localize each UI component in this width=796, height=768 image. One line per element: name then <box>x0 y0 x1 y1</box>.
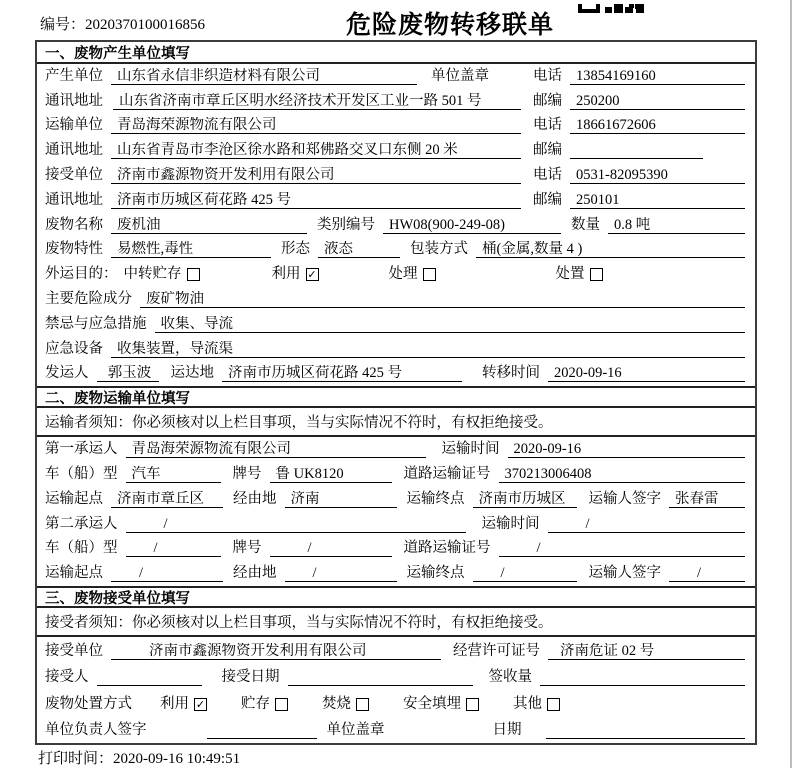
carrier-address-value: 山东省青岛市李沧区徐水路和郑佛路交叉口东侧 20 米 <box>111 142 521 159</box>
receiver-label: 接受单位 <box>45 166 103 183</box>
accept-unit-row <box>37 637 755 664</box>
carrier-zip-value <box>570 142 703 159</box>
trait-label: 废物特性 <box>45 241 103 258</box>
checkbox-treat <box>423 268 436 281</box>
vehicle-label: 车（船）型 <box>45 465 118 482</box>
origin-label: 运输起点 <box>45 490 103 507</box>
transporter-sign-label: 运输人签字 <box>588 490 661 507</box>
origin2-value: / <box>111 565 223 582</box>
hazard-row <box>37 287 755 312</box>
road-license-label: 道路运输证号 <box>403 465 491 482</box>
unit-seal-label: 单位盖章 <box>431 67 489 84</box>
disposal-row <box>37 690 755 717</box>
equipment-row <box>37 337 755 362</box>
receiver-notice: 接受者须知：你必须核对以上栏目事项，当与实际情况不符时，有权拒绝接受。 <box>37 608 755 637</box>
acceptor-label: 接受人 <box>45 669 89 686</box>
carrier1-row <box>37 437 755 462</box>
carrier-row <box>37 114 755 139</box>
transporter-sign2-value: / <box>669 565 745 582</box>
disposal-label: 废物处置方式 <box>45 695 132 712</box>
transfer-time-label: 转移时间 <box>482 365 540 382</box>
category-label: 类别编号 <box>317 216 375 233</box>
checkbox-other <box>547 698 560 711</box>
receiver-row <box>37 163 755 188</box>
purpose-row <box>37 262 755 287</box>
taboo-label: 禁忌与应急措施 <box>45 315 147 332</box>
qr-code-fragment <box>578 0 644 18</box>
producer-phone-value: 13854169160 <box>570 68 745 85</box>
sign-date-label: 日期 <box>492 722 522 739</box>
purpose-label: 外运目的： <box>45 266 118 283</box>
road-license2-value: / <box>499 540 746 557</box>
origin1-value: 济南市章丘区 <box>111 491 223 508</box>
receiver-value: 济南市鑫源物资开发利用有限公司 <box>111 167 521 184</box>
taboo-row <box>37 312 755 337</box>
head-sign-row <box>37 717 755 744</box>
section2-header: 二、废物运输单位填写 <box>37 386 755 408</box>
purpose-option-label: 利用 <box>271 266 301 283</box>
origin-label: 运输起点 <box>45 565 103 582</box>
endpoint2-value: / <box>473 565 577 582</box>
category-value: HW08(900-249-08) <box>383 217 561 234</box>
transporter-sign1-value: 张春雷 <box>669 491 745 508</box>
received-qty-value <box>540 669 745 686</box>
viewer-right-edge <box>790 0 792 768</box>
producer-address-row <box>37 89 755 114</box>
trait-value: 易燃性,毒性 <box>111 241 271 258</box>
producer-address-value: 山东省济南市章丘区明水经济技术开发区工业一路 501 号 <box>113 93 521 110</box>
transport-time-label: 运输时间 <box>481 515 540 532</box>
accept-date-label: 接受日期 <box>221 669 280 686</box>
form-label: 形态 <box>281 241 310 258</box>
section1-header: 一、废物产生单位填写 <box>37 42 755 64</box>
acceptor-row <box>37 664 755 691</box>
producer-row <box>37 64 755 89</box>
shipper-row <box>37 362 755 387</box>
via-label: 经由地 <box>233 490 277 507</box>
zip-label: 邮编 <box>533 92 562 109</box>
producer-label: 产生单位 <box>45 67 103 84</box>
disposal-option-label: 安全填埋 <box>403 695 461 712</box>
waste-name-label: 废物名称 <box>45 216 103 233</box>
vehicle1-row <box>37 462 755 487</box>
carrier1-value: 青岛海荣源物流有限公司 <box>126 441 426 458</box>
print-time-line <box>38 747 240 768</box>
accept-unit-label: 接受单位 <box>45 642 103 659</box>
address-label: 通讯地址 <box>45 92 103 109</box>
producer-value: 山东省永信非织造材料有限公司 <box>111 68 417 85</box>
checkbox-dispose <box>590 268 603 281</box>
head-sign-label: 单位负责人签字 <box>45 722 147 739</box>
receiver-zip-value: 250101 <box>570 192 745 209</box>
purpose-option-label: 处理 <box>388 266 418 283</box>
carrier2-value: / <box>126 516 466 533</box>
receiver-address-value: 济南市历城区荷花路 425 号 <box>111 192 521 209</box>
phone-label: 电话 <box>533 117 562 134</box>
received-qty-label: 签收量 <box>488 669 532 686</box>
checkbox-incinerate <box>356 698 369 711</box>
equipment-label: 应急设备 <box>45 340 103 357</box>
carrier-label: 运输单位 <box>45 117 103 134</box>
destination-label: 运达地 <box>170 365 214 382</box>
endpoint-label: 运输终点 <box>406 565 465 582</box>
checkbox-store <box>275 698 288 711</box>
checkbox-utilize: ✓ <box>307 268 317 282</box>
vehicle2-row <box>37 537 755 562</box>
shipper-value: 郭玉波 <box>97 365 159 382</box>
sign-date-value <box>546 722 746 739</box>
endpoint1-value: 济南市历城区 <box>473 491 577 508</box>
transfer-time-value: 2020-09-16 <box>548 365 745 382</box>
quantity-value: 0.8 吨 <box>608 217 745 234</box>
disposal-option-label: 其他 <box>513 695 542 712</box>
transporter-notice: 运输者须知：你必须核对以上栏目事项，当与实际情况不符时，有权拒绝接受。 <box>37 408 755 437</box>
vehicle-label: 车（船）型 <box>45 540 118 557</box>
section3-header: 三、废物接受单位填写 <box>37 586 755 608</box>
producer-zip-value: 250200 <box>570 93 745 110</box>
accept-date-value <box>288 669 473 686</box>
hazard-value: 废矿物油 <box>140 291 745 308</box>
road-license1-value: 370213006408 <box>499 466 746 483</box>
plate-label: 牌号 <box>232 465 262 482</box>
plate2-value: / <box>270 540 392 557</box>
transport-time2-value: / <box>548 516 746 533</box>
disposal-option-label: 焚烧 <box>322 695 351 712</box>
via1-value: 济南 <box>285 491 397 508</box>
serial-label: 编号： <box>40 17 86 33</box>
carrier2-label: 第二承运人 <box>45 515 118 532</box>
pack-value: 桶(金属,数量 4 ) <box>476 241 745 258</box>
road-license-label: 道路运输证号 <box>403 540 491 557</box>
destination-value: 济南市历城区荷花路 425 号 <box>222 365 462 382</box>
print-time-label: 打印时间： <box>38 751 114 767</box>
carrier-value: 青岛海荣源物流有限公司 <box>111 117 521 134</box>
equipment-value: 收集装置，导流渠 <box>111 341 745 358</box>
hazard-label: 主要危险成分 <box>45 290 132 307</box>
shipper-label: 发运人 <box>45 365 89 382</box>
route2-row <box>37 561 755 586</box>
form-value: 液态 <box>318 241 400 258</box>
permit-label: 经营许可证号 <box>453 642 540 659</box>
permit-value: 济南危证 02 号 <box>548 643 745 660</box>
endpoint-label: 运输终点 <box>406 490 465 507</box>
disposal-option-label: 利用 <box>160 695 189 712</box>
disposal-option-label: 贮存 <box>241 695 270 712</box>
carrier1-label: 第一承运人 <box>45 441 118 458</box>
vehicle2-value: / <box>126 540 221 557</box>
print-time-value: 2020-09-16 10:49:51 <box>113 751 241 767</box>
plate1-value: 鲁 UK8120 <box>270 466 392 483</box>
transport-time1-value: 2020-09-16 <box>508 441 746 458</box>
carrier-address-row <box>37 138 755 163</box>
checkbox-landfill <box>466 698 479 711</box>
carrier2-row <box>37 512 755 537</box>
transport-time-label: 运输时间 <box>441 441 500 458</box>
accept-unit-value: 济南市鑫源物资开发利用有限公司 <box>111 643 441 660</box>
carrier-phone-value: 18661672606 <box>570 117 745 134</box>
taboo-value: 收集、导流 <box>155 316 746 333</box>
waste-name-row <box>37 213 755 238</box>
zip-label: 邮编 <box>533 191 562 208</box>
via2-value: / <box>285 565 397 582</box>
transporter-sign-label: 运输人签字 <box>588 565 661 582</box>
address-label: 通讯地址 <box>45 191 103 208</box>
zip-label: 邮编 <box>533 142 562 159</box>
address-label: 通讯地址 <box>45 142 103 159</box>
plate-label: 牌号 <box>232 540 262 557</box>
phone-label: 电话 <box>533 166 562 183</box>
vehicle1-value: 汽车 <box>126 466 221 483</box>
route1-row <box>37 487 755 512</box>
acceptor-value <box>97 669 202 686</box>
quantity-label: 数量 <box>571 216 600 233</box>
checkbox-transfer-storage <box>187 268 200 281</box>
purpose-option-label: 处置 <box>555 266 585 283</box>
receiver-address-row <box>37 188 755 213</box>
purpose-option-label: 中转贮存 <box>123 266 182 283</box>
head-sign-value <box>207 722 317 739</box>
serial-number: 2020370100016856 <box>85 17 206 33</box>
unit-seal-label: 单位盖章 <box>326 722 385 739</box>
phone-label: 电话 <box>533 67 562 84</box>
waste-name-value: 废机油 <box>111 217 307 234</box>
via-label: 经由地 <box>233 565 277 582</box>
checkbox-utilize: ✓ <box>195 697 206 711</box>
waste-trait-row <box>37 238 755 263</box>
pack-label: 包装方式 <box>410 241 468 258</box>
receiver-phone-value: 0531-82095390 <box>570 167 745 184</box>
manifest-form <box>35 40 757 745</box>
page-title: 危险废物转移联单 <box>345 12 554 39</box>
